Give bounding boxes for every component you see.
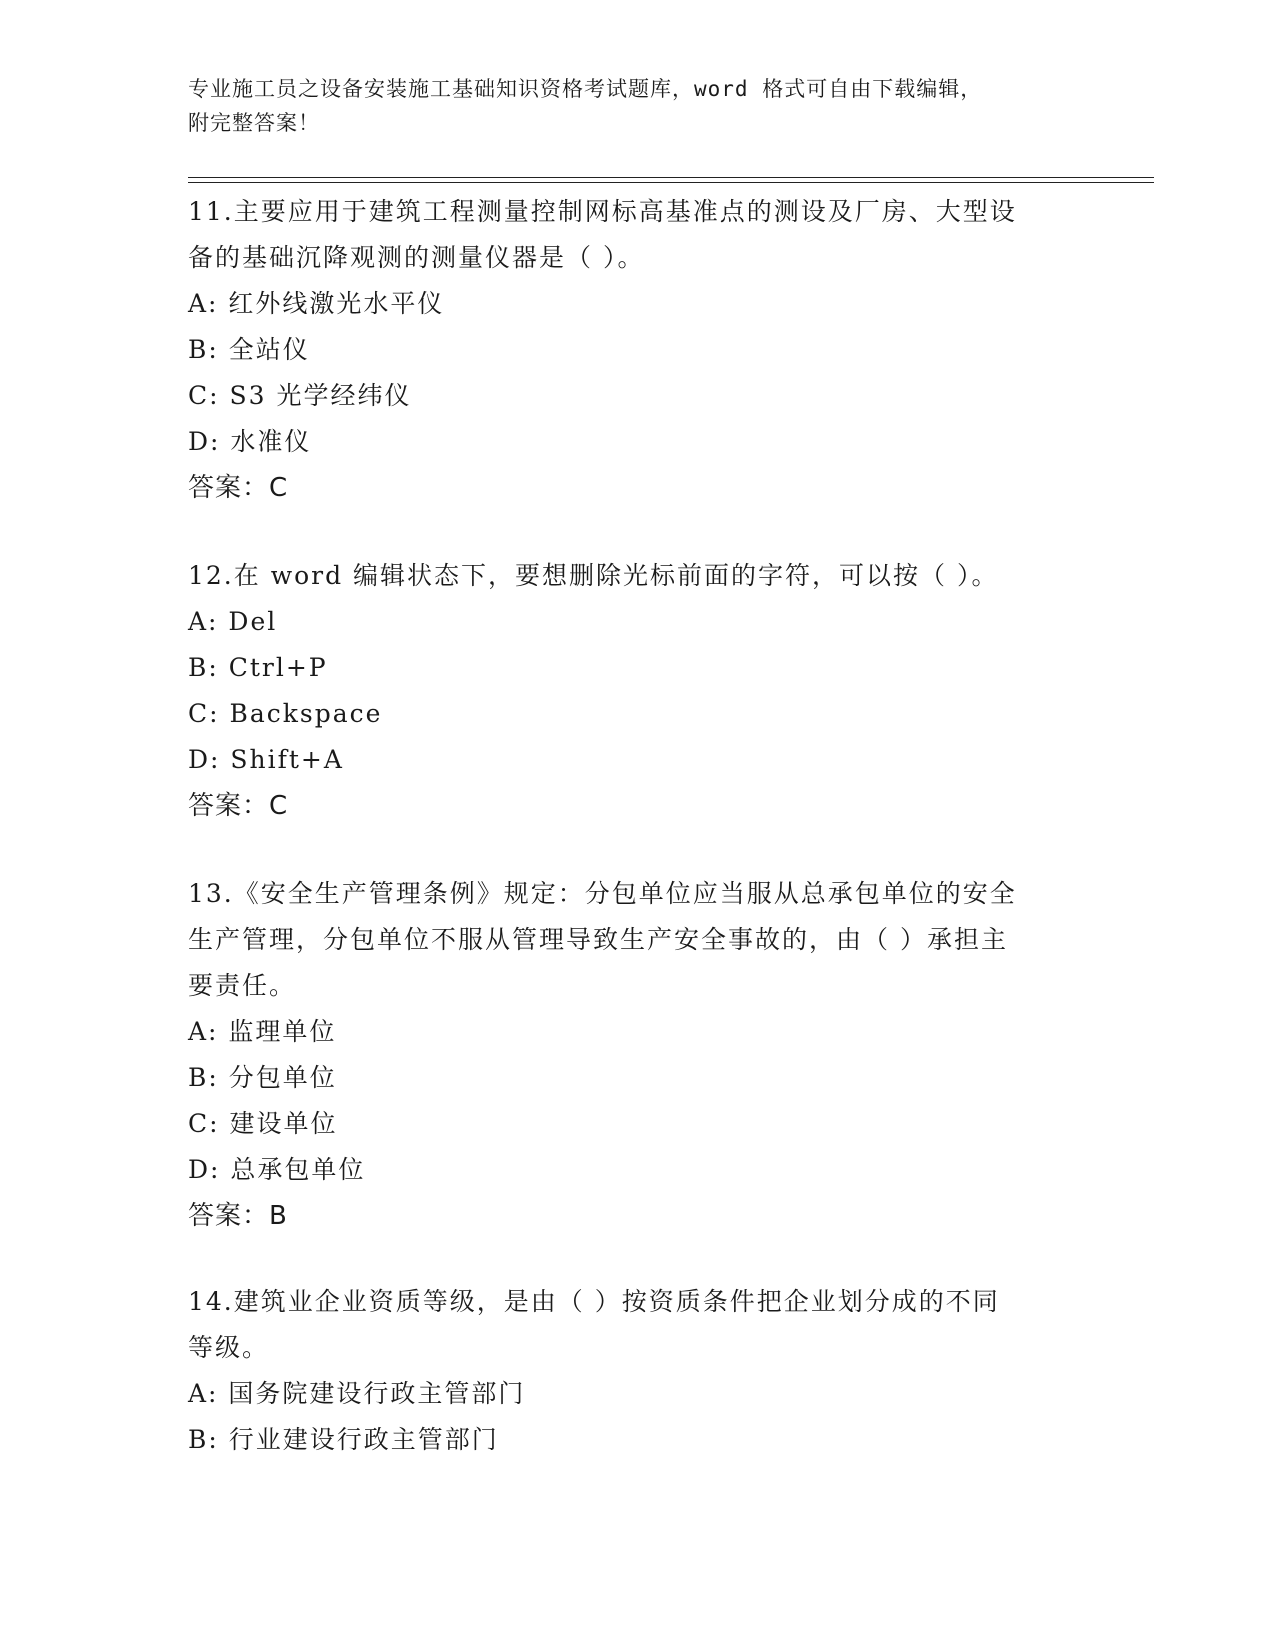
option-b: B: 行业建设行政主管部门 bbox=[188, 1425, 499, 1454]
option-a: A: 红外线激光水平仪 bbox=[188, 289, 445, 318]
header-divider-bottom bbox=[188, 182, 1154, 183]
question-13 bbox=[188, 871, 1088, 1239]
question-text-line: 14.建筑业企业资质等级，是由（ ）按资质条件把企业划分成的不同 bbox=[188, 1287, 1000, 1316]
option-b: B: 分包单位 bbox=[188, 1063, 337, 1092]
option-c: C: 建设单位 bbox=[188, 1109, 338, 1138]
option-d: D: Shift+A bbox=[188, 745, 344, 774]
option-b: B: Ctrl+P bbox=[188, 653, 328, 682]
header-line-1: 专业施工员之设备安装施工基础知识资格考试题库，word 格式可自由下载编辑， bbox=[188, 77, 983, 101]
answer: 答案：B bbox=[188, 1201, 288, 1231]
question-12 bbox=[188, 553, 1088, 829]
question-text-line: 备的基础沉降观测的测量仪器是（ ）。 bbox=[188, 243, 645, 272]
document-header bbox=[188, 72, 1068, 140]
answer: 答案：C bbox=[188, 473, 289, 503]
option-d: D: 总承包单位 bbox=[188, 1155, 366, 1184]
option-a: A: 监理单位 bbox=[188, 1017, 337, 1046]
option-a: A: Del bbox=[188, 607, 278, 636]
option-d: D: 水准仪 bbox=[188, 427, 312, 456]
header-line-2: 附完整答案！ bbox=[188, 111, 320, 135]
question-text-line: 要责任。 bbox=[188, 971, 297, 1000]
question-text-line: 11.主要应用于建筑工程测量控制网标高基准点的测设及厂房、大型设 bbox=[188, 197, 1017, 226]
question-text-line: 13.《安全生产管理条例》规定：分包单位应当服从总承包单位的安全 bbox=[188, 879, 1017, 908]
option-b: B: 全站仪 bbox=[188, 335, 310, 364]
question-text-line: 等级。 bbox=[188, 1333, 270, 1362]
header-divider-top bbox=[188, 177, 1154, 178]
question-14 bbox=[188, 1279, 1088, 1463]
question-text-line: 生产管理，分包单位不服从管理导致生产安全事故的，由（ ）承担主 bbox=[188, 925, 1008, 954]
option-c: C: S3 光学经纬仪 bbox=[188, 381, 412, 410]
option-c: C: Backspace bbox=[188, 699, 383, 728]
question-text-line: 12.在 word 编辑状态下，要想删除光标前面的字符，可以按（ ）。 bbox=[188, 561, 999, 590]
question-11 bbox=[188, 189, 1088, 511]
answer: 答案：C bbox=[188, 791, 289, 821]
option-a: A: 国务院建设行政主管部门 bbox=[188, 1379, 526, 1408]
